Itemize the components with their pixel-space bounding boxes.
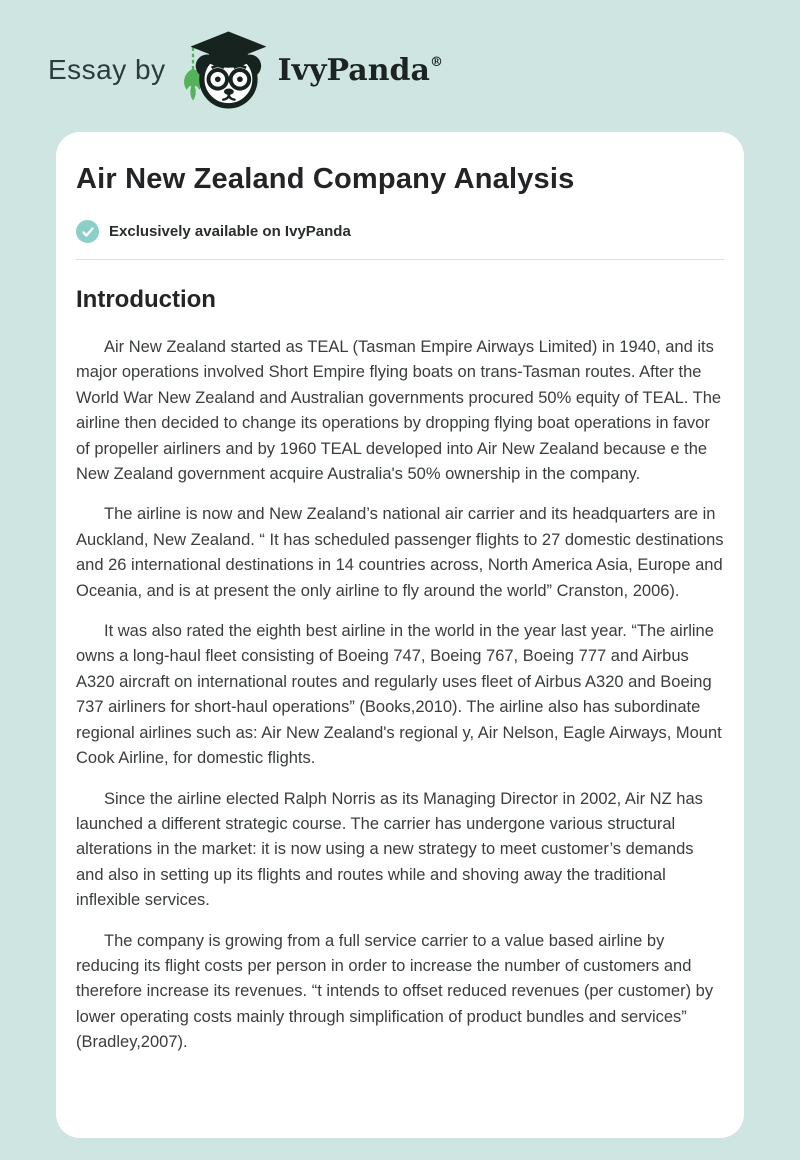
essay-by-label: Essay by	[48, 54, 166, 85]
essay-card	[56, 132, 744, 1138]
section-heading-introduction: Introduction	[76, 286, 216, 313]
page-header	[0, 0, 800, 110]
essay-paragraph: Air New Zealand started as TEAL (Tasman Empire Airways Limited) in 1940, and its major operations involved Short Empire flying boats on trans-Tasman routes. After the World War New Zealand and Australian governments procured 50% equity of TEAL. The airline then decided to change its operations by dropping flying boat operations in favor of propeller airliners and by 1960 TEAL developed into Air New Zealand because e the New Zealand government acquire Australia's 50% ownership in the company.	[76, 338, 722, 484]
divider	[76, 259, 724, 260]
brand-text: IvyPanda	[277, 52, 430, 88]
brand-wordmark	[278, 53, 443, 88]
availability-label: Exclusively available on IvyPanda	[109, 223, 351, 240]
ivypanda-panda-logo-icon	[178, 28, 270, 108]
essay-paragraph: It was also rated the eighth best airline in the world in the year last year. “The airline owns a long-haul fleet consisting of Boeing 747, Boeing 767, Boeing 777 and Airbus A320 aircraft on international routes and regularly uses fleet of Airbus A320 and Boeing 737 airliners for short-haul operations” (Books,2010). The airline also has subordinate regional airlines such as: Air New Zealand's regional y, Air Nelson, Eagle Airways, Mount Cook Airline, for domestic flights.	[76, 622, 722, 768]
essay-paragraph: The company is growing from a full service carrier to a value based airline by reducing its flight costs per person in order to increase the number of customers and therefore increase its revenues. “t intends to offset reduced revenues (per customer) by lower operating costs mainly through simplification of product bundles and services” (Bradley,2007).	[76, 931, 714, 1052]
essay-title: Air New Zealand Company Analysis	[76, 163, 575, 195]
availability-row	[76, 220, 724, 243]
registered-trademark: ®	[429, 54, 443, 70]
essay-paragraph: Since the airline elected Ralph Norris as its Managing Director in 2002, Air NZ has launched a different strategic course. The carrier has undergone various structural alterations in the market: it is now using a new strategy to meet customer’s demands and also in setting up its flights and routes while and shoving away the traditional inflexible services.	[76, 789, 703, 910]
check-circle-icon	[76, 220, 99, 243]
essay-paragraph: The airline is now and New Zealand’s national air carrier and its headquarters are in Auckland, New Zealand. “ It has scheduled passenger flights to 27 domestic destinations and 26 international destinations in 14 countries across, North America Asia, Europe and Oceania, and is at present the only airline to fly around the world” Cranston, 2006).	[76, 505, 724, 600]
